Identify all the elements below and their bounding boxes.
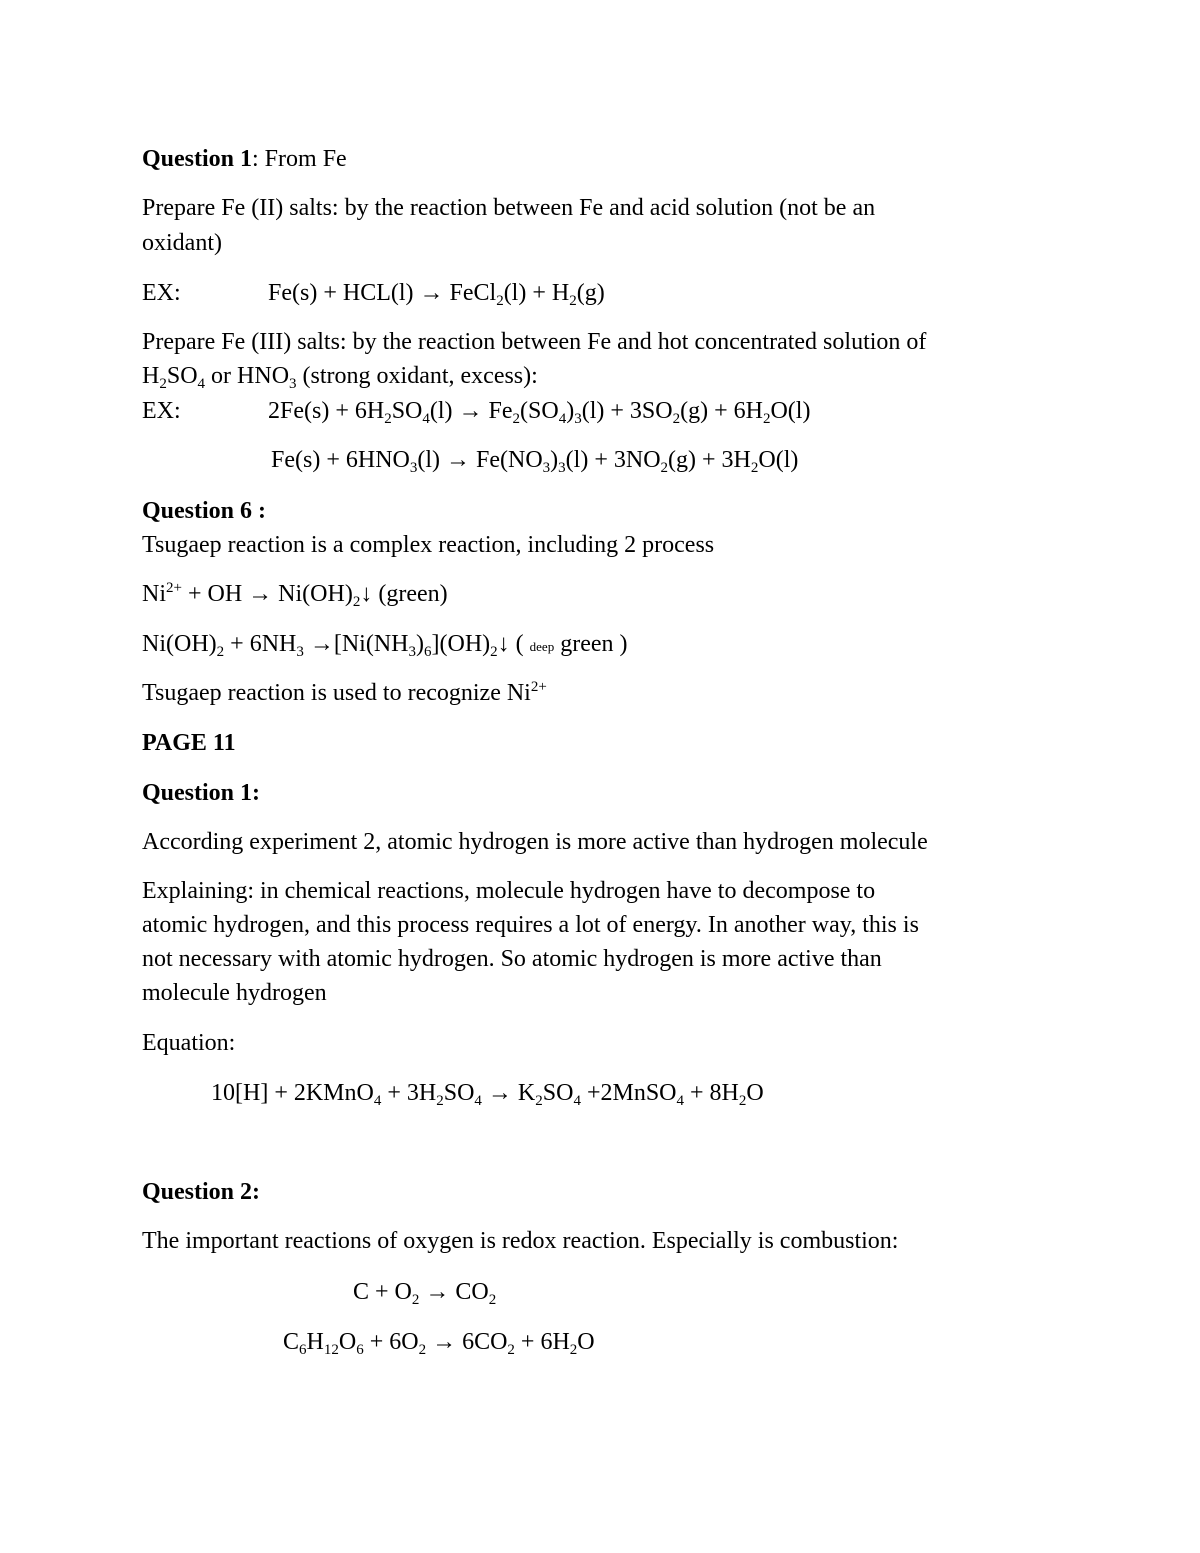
q1-hydrogen-heading: Question 1: bbox=[142, 780, 261, 806]
fe2-text-line2: oxidant) bbox=[142, 230, 222, 256]
equation-fe-h2so4: $2Fe(s) + 6H_2SO_4(l) \to Fe_2(SO_4)_3(l) + 3SO_2(g) + 6H_2O(l)$ bbox=[268, 398, 811, 427]
equation-carbon-combustion: $C + O_2 \to CO_2$ bbox=[353, 1279, 497, 1308]
explain-line-3: not necessary with atomic hydrogen. So atomic hydrogen is more active than bbox=[142, 946, 882, 972]
explain-line-2: atomic hydrogen, and this process requires a lot of energy. In another way, this is bbox=[142, 912, 919, 938]
equation-label: Equation: bbox=[142, 1030, 236, 1056]
q6-heading: Question 6 : bbox=[142, 498, 267, 524]
equation-fe-hno3: $Fe(s) + 6HNO_3(l) \to Fe(NO_3)_3(l) + 3NO_2(g) + 3H_2O(l)$ bbox=[271, 447, 799, 476]
q1-heading-line bbox=[142, 145, 347, 173]
q6-conclusion: Tsugaep reaction is used to recognize $Ni^{2+}$ bbox=[142, 679, 547, 706]
q1-heading-rest: : From Fe bbox=[252, 146, 347, 172]
page-11-heading: PAGE 11 bbox=[142, 730, 236, 756]
explain-line-4: molecule hydrogen bbox=[142, 980, 327, 1006]
q2-intro: The important reactions of oxygen is redox reaction. Especially is combustion: bbox=[142, 1228, 899, 1254]
q1-heading: Question 1 bbox=[142, 146, 253, 172]
equation-ni-oh: $Ni^{2+}$ + OH → $Ni(OH)_2↓$ (green) bbox=[142, 580, 448, 610]
q2-heading: Question 2: bbox=[142, 1179, 261, 1205]
equation-fe-hcl: Fe(s) + HCL(l) → FeCl$_2$(l) + $H_2(g)$ bbox=[268, 280, 605, 309]
fe3-text-line2: $H_2SO_4$ or $HNO_3$ (strong oxidant, excess): bbox=[142, 363, 538, 392]
fe2-text-line1: Prepare Fe (II) salts: by the reaction between Fe and acid solution (not be an bbox=[142, 195, 876, 221]
equation-ni-nh3: $Ni(OH)_2 + 6NH_3$ $\to[Ni(NH_3)_6](OH)_2↓$ ( deep green ) bbox=[142, 631, 628, 660]
ex-label-1: EX: bbox=[142, 280, 181, 306]
explain-line-1: Explaining: in chemical reactions, molecule hydrogen have to decompose to bbox=[142, 878, 876, 904]
equation-kmno4: 10[H] + 2KMnO$_4$ + $3H_2SO_4 \to K_2SO_4$ +2MnSO$_4$ + $8H_2O$ bbox=[211, 1080, 764, 1109]
q1-hydrogen-statement: According experiment 2, atomic hydrogen is more active than hydrogen molecule bbox=[142, 829, 928, 855]
fe3-text-line1: Prepare Fe (III) salts: by the reaction between Fe and hot concentrated solution of bbox=[142, 329, 927, 355]
q6-intro: Tsugaep reaction is a complex reaction, including 2 process bbox=[142, 532, 715, 558]
equation-glucose-combustion: $C_6H_{12}O_6 + 6O_2 \to 6CO_2 + 6H_2O$ bbox=[283, 1329, 595, 1358]
ex-label-2: EX: bbox=[142, 398, 181, 424]
